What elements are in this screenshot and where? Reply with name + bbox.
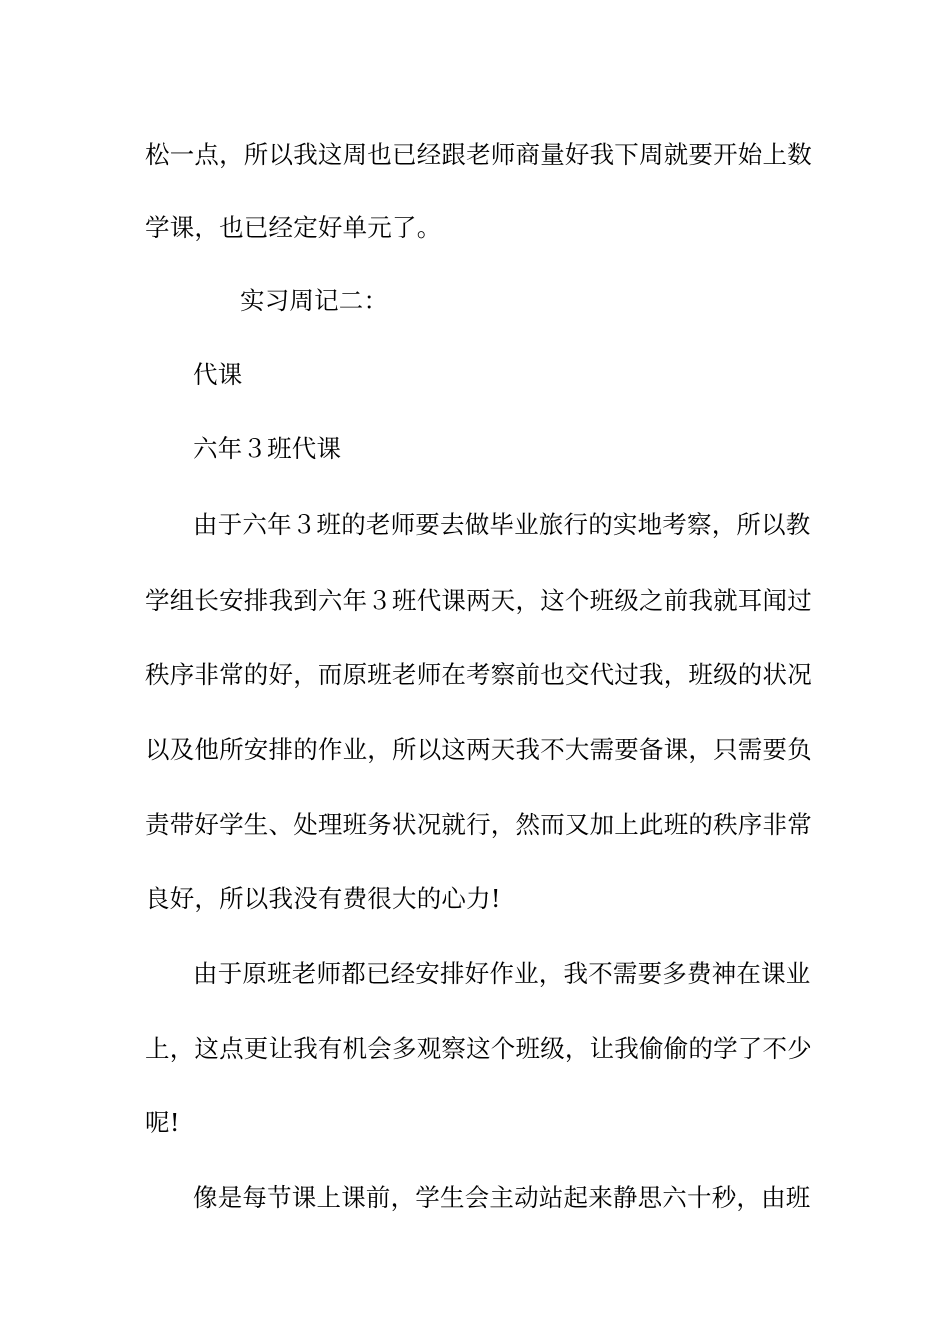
paragraph-line: 学课，也已经定好单元了。: [145, 213, 442, 242]
section-heading: 实习周记二：: [240, 286, 389, 315]
paragraph-line: 松一点，所以我这周也已经跟老师商量好我下周就要开始上数: [145, 140, 812, 169]
paragraph-line: 由于六年３班的老师要去做毕业旅行的实地考察，所以教: [193, 510, 811, 539]
paragraph-line: 呢!: [145, 1108, 180, 1137]
paragraph-line: 上，这点更让我有机会多观察这个班级，让我偷偷的学了不少: [145, 1034, 812, 1063]
paragraph-line: 秩序非常的好，而原班老师在考察前也交代过我，班级的状况: [145, 660, 812, 689]
paragraph-line: 良好，所以我没有费很大的心力!: [145, 884, 501, 913]
subheading: 代课: [193, 360, 243, 389]
paragraph-line: 责带好学生、处理班务状况就行，然而又加上此班的秩序非常: [145, 810, 812, 839]
paragraph-line: 由于原班老师都已经安排好作业，我不需要多费神在课业: [193, 959, 811, 988]
paragraph-line: 以及他所安排的作业，所以这两天我不大需要备课，只需要负: [145, 735, 812, 764]
paragraph-line: 学组长安排我到六年３班代课两天，这个班级之前我就耳闻过: [145, 586, 812, 615]
subheading: 六年３班代课: [193, 434, 342, 463]
paragraph-line: 像是每节课上课前，学生会主动站起来静思六十秒，由班: [193, 1183, 811, 1212]
